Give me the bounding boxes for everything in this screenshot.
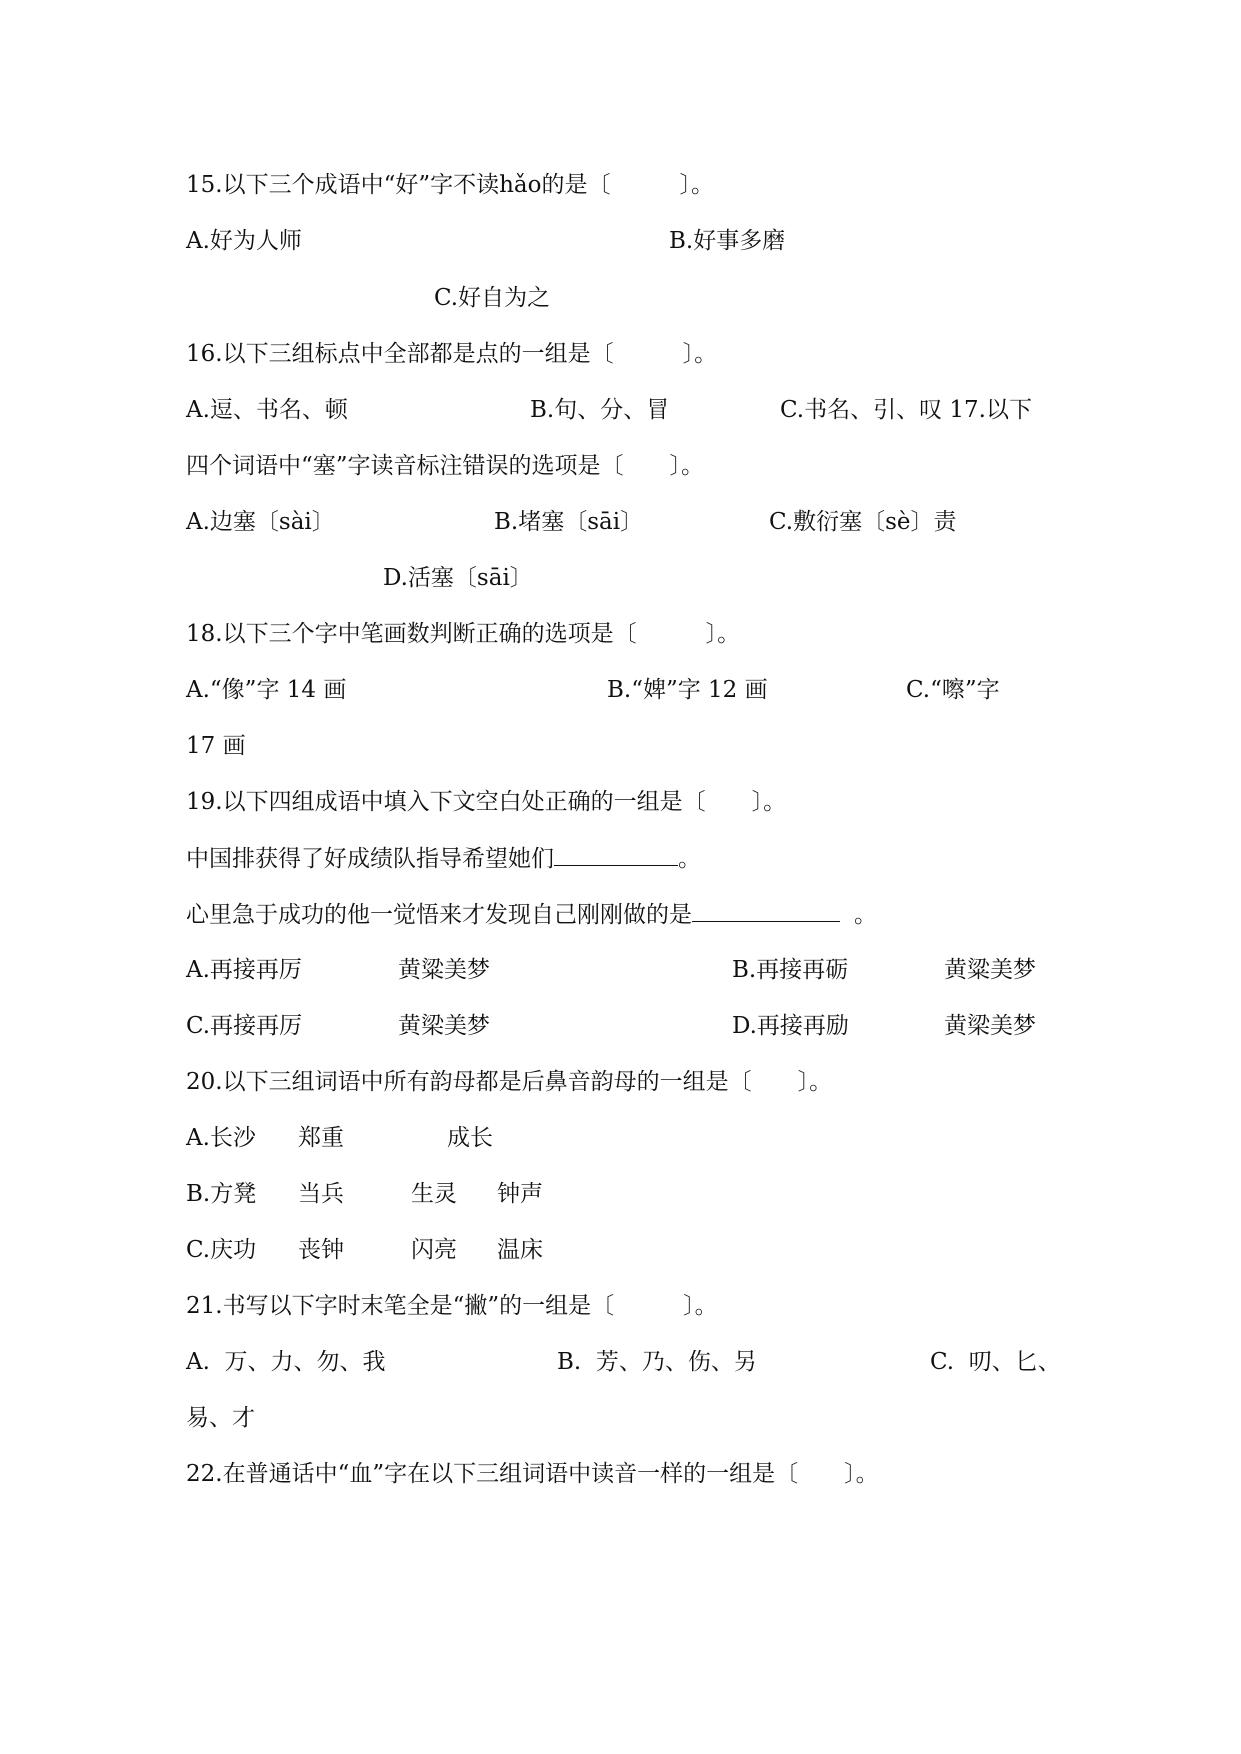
question-17-option-a: A.边塞〔sài〕	[186, 509, 335, 535]
question-20-option-a-word2: 郑重	[298, 1125, 344, 1151]
question-18-option-a: A.“像”字 14 画	[186, 677, 347, 703]
question-20-option-c-word4: 温床	[497, 1237, 543, 1263]
question-16-option-a: A.逗、书名、顿	[186, 397, 348, 423]
question-17-option-c: C.敷衍塞〔sè〕责	[769, 509, 957, 535]
question-19-option-c-word2: 黄梁美梦	[398, 1013, 490, 1039]
question-17-stem: 四个词语中“塞”字读音标注错误的选项是〔 〕。	[186, 453, 705, 479]
question-19-option-d: D.再接再励	[732, 1013, 849, 1039]
question-19-option-a: A.再接再厉	[186, 957, 302, 983]
question-17-option-b: B.堵塞〔sāi〕	[494, 509, 644, 535]
question-16-stem: 16.以下三组标点中全部都是点的一组是〔 〕。	[186, 341, 718, 367]
question-20-option-c: C.庆功	[186, 1237, 257, 1263]
question-17-option-d: D.活塞〔sāi〕	[383, 565, 533, 591]
sentence-2-text: 心里急于成功的他一觉悟来才发现自己刚刚做的是	[186, 902, 692, 928]
question-18-option-c-cont: 17 画	[186, 733, 246, 759]
question-19-option-b: B.再接再砺	[732, 957, 849, 983]
question-19-sentence-2	[186, 899, 877, 930]
question-20-option-b-word2: 当兵	[298, 1181, 344, 1207]
sentence-2-end: 。	[854, 902, 877, 928]
question-20-option-c-word2: 丧钟	[298, 1237, 344, 1263]
question-19-stem: 19.以下四组成语中填入下文空白处正确的一组是〔 〕。	[186, 789, 787, 815]
blank-1	[554, 843, 678, 866]
sentence-1-end: 。	[678, 846, 701, 872]
question-20-stem: 20.以下三组词语中所有韵母都是后鼻音韵母的一组是〔 〕。	[186, 1069, 833, 1095]
question-18-stem: 18.以下三个字中笔画数判断正确的选项是〔 〕。	[186, 621, 741, 647]
question-15-option-c: C.好自为之	[434, 285, 551, 311]
question-19-option-c: C.再接再厉	[186, 1013, 303, 1039]
question-19-option-d-word2: 黄梁美梦	[944, 1013, 1036, 1039]
question-21-option-c: C. 叨、匕、	[930, 1349, 1061, 1375]
question-21-option-c-cont: 易、才	[186, 1405, 255, 1431]
question-20-option-b-word4: 钟声	[497, 1181, 543, 1207]
question-20-option-b-word3: 生灵	[411, 1181, 457, 1207]
question-21-option-a: A. 万、力、勿、我	[186, 1349, 386, 1375]
question-16-option-b: B.句、分、冒	[530, 397, 670, 423]
question-18-option-b: B.“婢”字 12 画	[607, 677, 768, 703]
question-18-option-c: C.“嚓”字	[906, 677, 1000, 703]
question-20-option-b: B.方凳	[186, 1181, 257, 1207]
blank-2	[692, 899, 840, 922]
sentence-1-text: 中国排获得了好成绩队指导希望她们	[186, 846, 554, 872]
question-20-option-a: A.长沙	[186, 1125, 256, 1151]
question-15-option-b: B.好事多磨	[669, 228, 786, 254]
question-21-option-b: B. 芳、乃、伤、另	[557, 1349, 757, 1375]
question-19-option-b-word2: 黄粱美梦	[944, 957, 1036, 983]
question-20-option-a-word3: 成长	[447, 1125, 493, 1151]
question-22-stem: 22.在普通话中“血”字在以下三组词语中读音一样的一组是〔 〕。	[186, 1461, 879, 1487]
question-16-option-c: C.书名、引、叹 17.以下	[780, 397, 1032, 423]
question-15-stem: 15.以下三个成语中“好”字不读hǎo的是〔 〕。	[186, 172, 714, 198]
question-21-stem: 21.书写以下字时末笔全是“撇”的一组是〔 〕。	[186, 1293, 718, 1319]
question-20-option-c-word3: 闪亮	[411, 1237, 457, 1263]
question-19-sentence-1	[186, 843, 701, 874]
question-15-option-a: A.好为人师	[186, 228, 302, 254]
question-19-option-a-word2: 黄粱美梦	[398, 957, 490, 983]
